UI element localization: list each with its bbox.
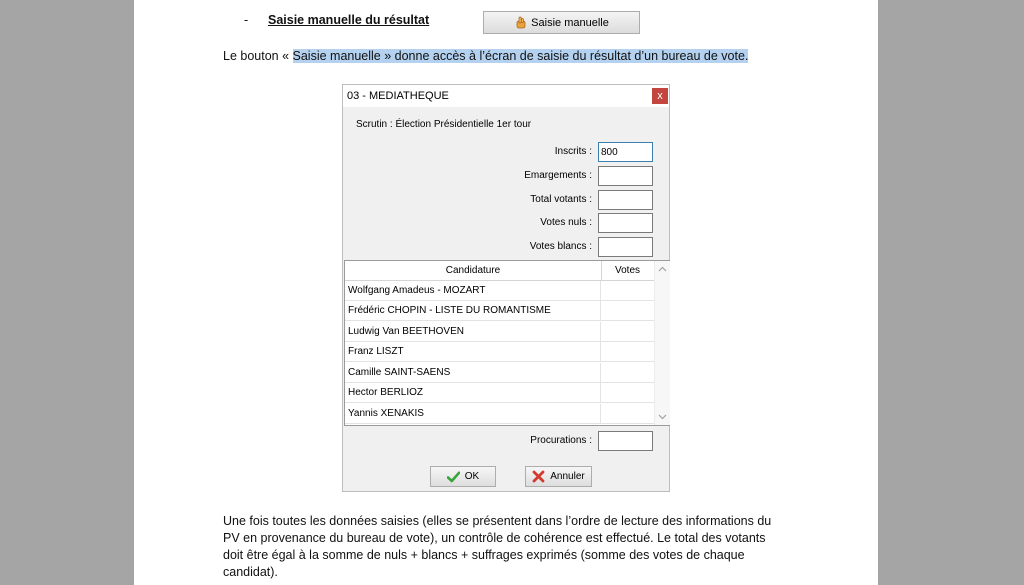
votes-cell[interactable] bbox=[601, 404, 654, 424]
intro-sentence bbox=[223, 49, 748, 63]
section-title: Saisie manuelle du résultat bbox=[268, 13, 430, 27]
total-votants-label: Total votants : bbox=[530, 194, 592, 205]
candidate-name: Camille SAINT-SAENS bbox=[345, 363, 601, 383]
candidate-name: Ludwig Van BEETHOVEN bbox=[345, 322, 601, 342]
procurations-input[interactable] bbox=[598, 431, 653, 451]
intro-highlighted-text: Saisie manuelle » donne accès à l’écran de saisie du résultat d’un bureau de vote. bbox=[292, 49, 749, 63]
votes-blancs-label: Votes blancs : bbox=[529, 241, 592, 252]
votes-cell[interactable] bbox=[601, 342, 654, 362]
votes-cell[interactable] bbox=[601, 301, 654, 321]
table-row[interactable] bbox=[345, 301, 654, 321]
green-check-icon bbox=[447, 471, 460, 483]
paragraph-line: PV en provenance du bureau de vote), un contrôle de cohérence est effectué. Le total des votants bbox=[223, 531, 766, 545]
votes-cell[interactable] bbox=[601, 281, 654, 301]
inscrits-label: Inscrits : bbox=[554, 146, 592, 157]
ok-button-label: OK bbox=[464, 471, 480, 482]
votes-blancs-input[interactable] bbox=[598, 237, 653, 257]
cancel-button-label: Annuler bbox=[550, 471, 585, 482]
grid-header bbox=[345, 261, 654, 281]
table-row[interactable] bbox=[345, 363, 654, 383]
saisie-manuelle-button-label: Saisie manuelle bbox=[531, 16, 609, 29]
votes-cell[interactable] bbox=[601, 383, 654, 403]
paragraph-line: Une fois toutes les données saisies (elles se présentent dans l’ordre de lecture des informations du bbox=[223, 514, 772, 528]
total-votants-input[interactable] bbox=[598, 190, 653, 210]
hand-pointer-icon bbox=[514, 16, 527, 29]
close-button[interactable]: x bbox=[652, 88, 668, 104]
candidate-name: Wolfgang Amadeus - MOZART bbox=[345, 281, 601, 301]
dialog-titlebar bbox=[343, 85, 669, 107]
ok-button[interactable] bbox=[430, 466, 496, 487]
explanation-paragraph bbox=[223, 513, 783, 581]
inscrits-input[interactable] bbox=[598, 142, 653, 162]
table-row[interactable] bbox=[345, 383, 654, 403]
table-row[interactable] bbox=[345, 322, 654, 342]
paragraph-line: doit être égal à la somme de nuls + blancs + suffrages exprimés (somme des votes de chaque bbox=[223, 548, 745, 562]
candidate-name: Frédéric CHOPIN - LISTE DU ROMANTISME bbox=[345, 301, 601, 321]
cancel-button[interactable] bbox=[525, 466, 592, 487]
intro-prefix: Le bouton « bbox=[223, 49, 293, 63]
scrutin-label: Scrutin : Élection Présidentielle 1er tour bbox=[356, 119, 532, 130]
dialog-title: 03 - MEDIATHEQUE bbox=[347, 90, 449, 102]
chevron-up-icon[interactable] bbox=[658, 265, 667, 274]
candidate-name: Yannis XENAKIS bbox=[345, 404, 601, 424]
saisie-manuelle-button[interactable] bbox=[483, 11, 640, 34]
votes-cell[interactable] bbox=[601, 363, 654, 383]
document-page bbox=[134, 0, 878, 585]
votes-nuls-label: Votes nuls : bbox=[540, 217, 592, 228]
emargements-label: Emargements : bbox=[524, 170, 592, 181]
paragraph-line: candidat). bbox=[223, 565, 278, 579]
candidates-grid bbox=[344, 260, 670, 426]
table-row[interactable] bbox=[345, 404, 654, 424]
grid-scrollbar[interactable] bbox=[654, 261, 670, 425]
candidature-column-header[interactable]: Candidature bbox=[345, 261, 602, 280]
red-x-icon bbox=[532, 470, 545, 483]
candidate-name: Franz LISZT bbox=[345, 342, 601, 362]
candidate-name: Hector BERLIOZ bbox=[345, 383, 601, 403]
votes-cell[interactable] bbox=[601, 322, 654, 342]
table-row[interactable] bbox=[345, 281, 654, 301]
procurations-label: Procurations : bbox=[530, 435, 592, 446]
votes-column-header[interactable]: Votes bbox=[614, 265, 641, 276]
table-row[interactable] bbox=[345, 342, 654, 362]
bullet-dash: - bbox=[244, 13, 249, 27]
saisie-dialog bbox=[342, 84, 670, 492]
chevron-down-icon[interactable] bbox=[658, 412, 667, 421]
emargements-input[interactable] bbox=[598, 166, 653, 186]
votes-nuls-input[interactable] bbox=[598, 213, 653, 233]
